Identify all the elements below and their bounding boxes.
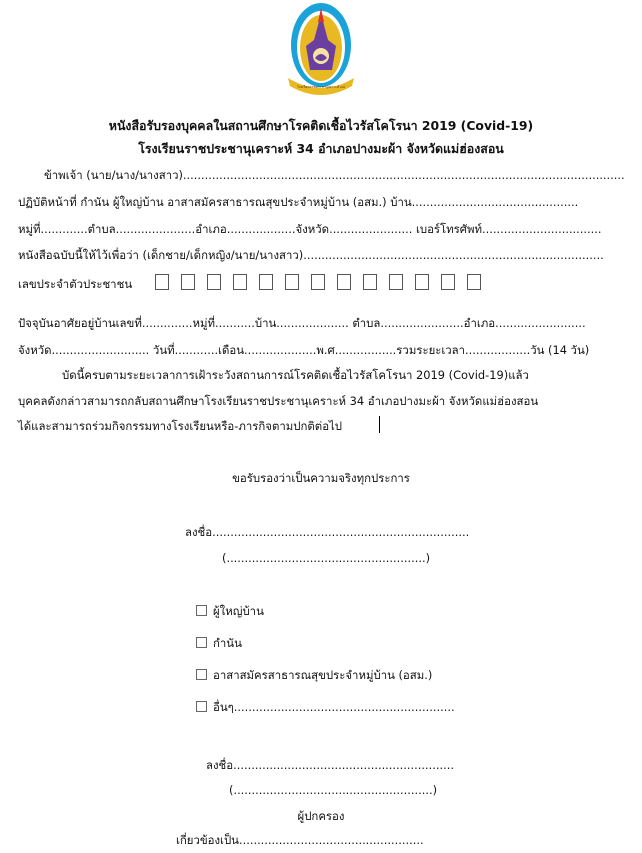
id-digit-box[interactable] bbox=[259, 274, 273, 290]
school-seal-logo bbox=[282, 0, 360, 100]
id-label: เลขประจำตัวประชาชน bbox=[18, 277, 133, 291]
option-other[interactable] bbox=[196, 700, 455, 714]
option-label: อื่นๆ............................................................. bbox=[213, 700, 455, 714]
signature-line-2: ลงชื่อ............................................................. bbox=[206, 758, 454, 772]
id-digit-box[interactable] bbox=[389, 274, 403, 290]
line-certify-person: หนังสือฉบับนี้ให้ไว้เพื่อว่า (เด็กชาย/เด็กหญิง/นาย/นางสาว)................................................................................... bbox=[18, 248, 604, 262]
relation-line: เกี่ยวข้องเป็น................................................... bbox=[176, 833, 424, 847]
checkbox-health-volunteer[interactable] bbox=[196, 669, 207, 680]
signature-role-guardian: ผู้ปกครอง bbox=[297, 809, 345, 823]
id-digit-box[interactable] bbox=[233, 274, 247, 290]
paragraph-line1: บัดนี้ครบตามระยะเวลาการเฝ้าระวังสถานการณ์โรคติดเชื้อไวรัสโคโรนา 2019 (Covid-19)แล้ว bbox=[62, 368, 529, 382]
id-digit-box[interactable] bbox=[363, 274, 377, 290]
paragraph-line3: ได้และสามารถร่วมกิจกรรมทางโรงเรียนหรือ-ภารกิจตามปกติต่อไป bbox=[18, 419, 342, 433]
id-digit-box[interactable] bbox=[311, 274, 325, 290]
paragraph-line2: บุคคลดังกล่าวสามารถกลับสถานศึกษาโรงเรียนราชประชานุเคราะห์ 34 อำเภอปางมะผ้า จังหวัดแม่ฮ่องสอน bbox=[18, 394, 539, 408]
option-label: ผู้ใหญ่บ้าน bbox=[213, 604, 264, 618]
id-digit-box[interactable] bbox=[415, 274, 429, 290]
id-digit-box[interactable] bbox=[181, 274, 195, 290]
checkbox-kamnan[interactable] bbox=[196, 637, 207, 648]
signature-line-1: ลงชื่อ....................................................................... bbox=[185, 525, 470, 539]
line-address-officer: หมู่ที่.............ตำบล......................อำเภอ...................จังหวัด....................... เบอร์โทรศัพท์................................. bbox=[18, 222, 602, 236]
checkbox-village-headman[interactable] bbox=[196, 605, 207, 616]
text-cursor bbox=[379, 416, 380, 433]
document-title-line1: หนังสือรับรองบุคคลในสถานศึกษาโรคติดเชื้อไวรัสโคโรนา 2019 (Covid-19) bbox=[108, 118, 534, 133]
signature-name-2: (.......................................................) bbox=[229, 783, 438, 797]
id-digit-box[interactable] bbox=[207, 274, 221, 290]
line-province-date: จังหวัด........................... วันที่............เดือน....................พ.ศ.................รวมระยะเวลา..................วัน (14 วัน) bbox=[18, 343, 590, 357]
id-digit-box[interactable] bbox=[467, 274, 481, 290]
document-title-line2: โรงเรียนราชประชานุเคราะห์ 34 อำเภอปางมะผ้า จังหวัดแม่ฮ่องสอน bbox=[138, 141, 504, 156]
id-digit-box[interactable] bbox=[441, 274, 455, 290]
option-village-headman[interactable] bbox=[196, 604, 264, 618]
option-health-volunteer[interactable] bbox=[196, 668, 432, 682]
seal-banner-text: โรงเรียนราชประชานุเคราะห์ ๓๔ bbox=[296, 85, 346, 89]
line-current-address: ปัจจุบันอาศัยอยู่บ้านเลขที่..............หมู่ที่...........บ้าน.................... ตำบล.......................อำเภอ......................... bbox=[18, 316, 586, 330]
option-label: กำนัน bbox=[213, 636, 242, 650]
id-digit-box[interactable] bbox=[155, 274, 169, 290]
certify-statement: ขอรับรองว่าเป็นความจริงทุกประการ bbox=[232, 471, 410, 485]
option-kamnan[interactable] bbox=[196, 636, 242, 650]
line-duty: ปฏิบัติหน้าที่ กำนัน ผู้ใหญ่บ้าน อาสาสมัครสาธารณสุขประจำหมู่บ้าน (อสม.) บ้าน.............................................. bbox=[18, 195, 579, 209]
signature-name-1: (.......................................................) bbox=[222, 551, 431, 565]
id-digit-box[interactable] bbox=[285, 274, 299, 290]
checkbox-other[interactable] bbox=[196, 701, 207, 712]
id-digit-box[interactable] bbox=[337, 274, 351, 290]
line-name: ข้าพเจ้า (นาย/นาง/นางสาว).......................................................................................................................... bbox=[44, 168, 625, 182]
option-label: อาสาสมัครสาธารณสุขประจำหมู่บ้าน (อสม.) bbox=[213, 668, 433, 682]
